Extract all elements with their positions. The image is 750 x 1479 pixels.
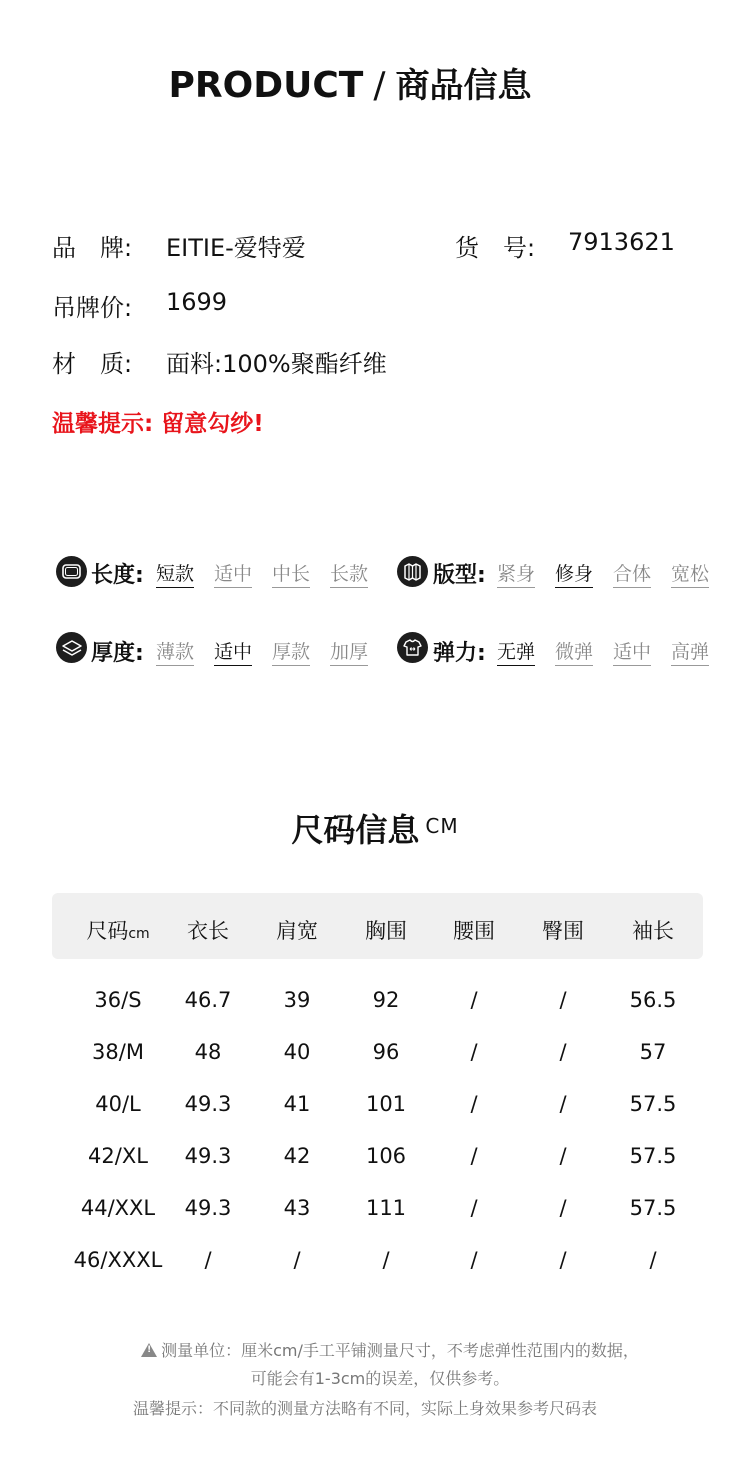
page-title	[0, 58, 700, 107]
thickness-option-thick: 厚款	[272, 637, 310, 666]
length-options	[156, 559, 368, 588]
thickness-options	[156, 637, 368, 666]
size-title-unit: CM	[425, 814, 459, 838]
thickness-label: 厚度:	[91, 641, 144, 666]
brand-value: EITIE-爱特爱	[166, 234, 306, 262]
size-table-header	[52, 893, 703, 959]
table-cell: /	[382, 1248, 390, 1272]
title-cn: 商品信息	[395, 66, 532, 106]
table-cell: 57.5	[629, 1092, 677, 1116]
material-label: 材 质:	[52, 350, 133, 378]
elasticity-label: 弹力:	[433, 641, 486, 666]
table-cell: 49.3	[184, 1092, 232, 1116]
fit-icon	[397, 556, 428, 587]
table-cell: 49.3	[184, 1144, 232, 1168]
table-cell: 42	[283, 1144, 311, 1168]
size-title-text: 尺码信息	[291, 811, 420, 849]
table-cell: 40	[283, 1040, 311, 1064]
sku-value: 7913621	[568, 228, 675, 256]
table-cell: 101	[365, 1092, 407, 1116]
table-cell: /	[470, 1144, 478, 1168]
header-shoulder: 肩宽	[276, 919, 318, 943]
table-cell: /	[470, 1040, 478, 1064]
table-cell: 41	[283, 1092, 311, 1116]
note-line-2: 可能会有1-3cm的误差，仅供参考。	[250, 1369, 510, 1388]
note-line-3: 温馨提示：不同款的测量方法略有不同，实际上身效果参考尺码表	[132, 1399, 597, 1418]
table-cell: /	[470, 1248, 478, 1272]
table-cell: 57.5	[629, 1196, 677, 1220]
elasticity-icon	[397, 632, 428, 663]
header-waist: 腰围	[453, 919, 495, 943]
table-cell: /	[559, 1196, 567, 1220]
table-cell: /	[470, 1196, 478, 1220]
table-cell: 92	[372, 988, 400, 1012]
warning-icon	[141, 1343, 157, 1357]
table-cell: 36/S	[94, 988, 142, 1012]
thickness-icon	[56, 632, 87, 663]
length-option-short: 短款	[156, 559, 194, 588]
thickness-option-medium: 适中	[214, 637, 252, 666]
table-cell: 49.3	[184, 1196, 232, 1220]
table-cell: 96	[372, 1040, 400, 1064]
length-option-mid-long: 中长	[272, 559, 310, 588]
note-line-1-text: 测量单位：厘米cm/手工平铺测量尺寸，不考虑弹性范围内的数据，	[161, 1341, 639, 1360]
fit-label: 版型:	[433, 563, 486, 588]
brand-label: 品 牌:	[52, 234, 133, 262]
note-line-1	[0, 1338, 750, 1361]
fit-option-loose: 宽松	[671, 559, 709, 588]
table-cell: 111	[365, 1196, 407, 1220]
sku-label: 货 号:	[455, 234, 536, 262]
table-cell: /	[559, 988, 567, 1012]
table-cell: 44/XXL	[80, 1196, 156, 1220]
size-section-title	[0, 805, 750, 851]
header-hip: 臀围	[542, 919, 584, 943]
thickness-option-thin: 薄款	[156, 637, 194, 666]
length-option-medium: 适中	[214, 559, 252, 588]
header-sleeve: 袖长	[632, 919, 674, 943]
table-cell: 42/XL	[88, 1144, 148, 1168]
thickness-option-extra-thick: 加厚	[330, 637, 368, 666]
table-cell: /	[649, 1248, 657, 1272]
table-cell: 56.5	[629, 988, 677, 1012]
table-cell: 39	[283, 988, 311, 1012]
header-length: 衣长	[187, 919, 229, 943]
table-cell: /	[470, 1092, 478, 1116]
header-chest: 胸围	[365, 919, 407, 943]
header-size-text: 尺码	[86, 919, 129, 943]
fit-option-tight: 紧身	[497, 559, 535, 588]
header-size-unit: cm	[128, 926, 150, 942]
elasticity-option-high: 高弹	[671, 637, 709, 666]
length-label: 长度:	[91, 563, 144, 588]
table-cell: /	[559, 1092, 567, 1116]
table-cell: 57.5	[629, 1144, 677, 1168]
shirt-length-icon	[56, 556, 87, 587]
fit-option-slim: 修身	[555, 559, 593, 588]
table-cell: 46/XXXL	[73, 1248, 163, 1272]
table-cell: 106	[365, 1144, 407, 1168]
material-value: 面料:100%聚酯纤维	[166, 350, 387, 378]
elasticity-option-none: 无弹	[497, 637, 535, 666]
price-value: 1699	[166, 288, 228, 316]
table-cell: 57	[639, 1040, 667, 1064]
table-cell: /	[470, 988, 478, 1012]
fit-option-regular: 合体	[613, 559, 651, 588]
elasticity-options	[497, 637, 709, 666]
fit-options	[497, 559, 709, 588]
title-separator: /	[373, 65, 386, 106]
table-cell: /	[559, 1248, 567, 1272]
table-cell: 40/L	[95, 1092, 141, 1116]
price-label: 吊牌价:	[52, 294, 133, 322]
table-cell: /	[204, 1248, 212, 1272]
elasticity-option-slight: 微弹	[555, 637, 593, 666]
elasticity-option-medium: 适中	[613, 637, 651, 666]
length-option-long: 长款	[330, 559, 368, 588]
table-cell: 46.7	[184, 988, 232, 1012]
table-cell: 48	[194, 1040, 222, 1064]
table-cell: /	[559, 1040, 567, 1064]
table-cell: /	[559, 1144, 567, 1168]
title-en: PRODUCT	[168, 65, 364, 106]
warning-text: 温馨提示: 留意勾纱!	[52, 411, 264, 437]
header-size	[68, 915, 168, 945]
table-cell: /	[293, 1248, 301, 1272]
table-cell: 38/M	[92, 1040, 144, 1064]
table-cell: 43	[283, 1196, 311, 1220]
